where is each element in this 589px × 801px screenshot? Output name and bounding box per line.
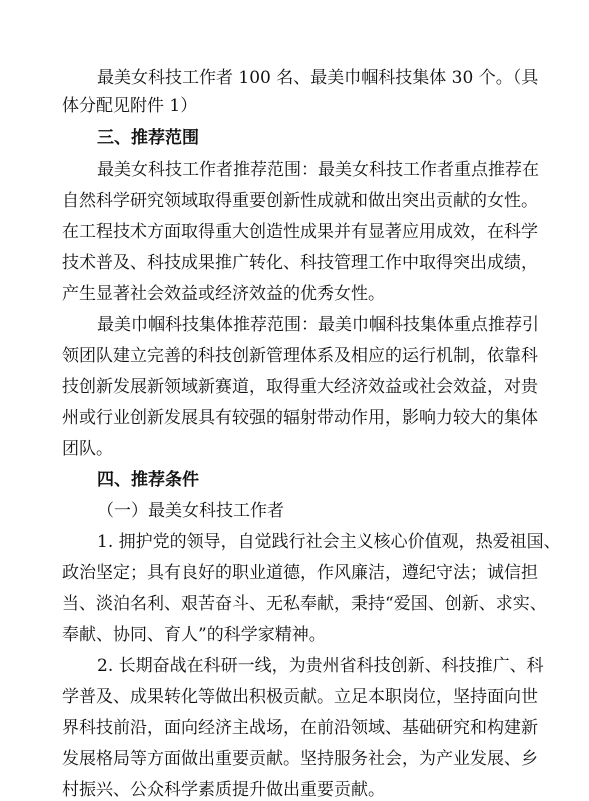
paragraph-line: 州或行业创新发展具有较强的辐射带动作用，影响力较大的集体 [62,408,538,428]
paragraph-line: 发展格局等方面做出重要贡献。坚持服务社会，为产业发展、乡 [62,749,538,769]
paragraph-line: 技术普及、科技成果推广转化、科技管理工作中取得突出成绩， [62,253,538,273]
paragraph-line: 产生显著社会效益或经济效益的优秀女性。 [62,284,385,304]
paragraph-line: 团队。 [62,439,113,459]
paragraph-line: 领团队建立完善的科技创新管理体系及相应的运行机制，依靠科 [62,346,538,366]
paragraph-line: 当、淡泊名利、艰苦奋斗、无私奉献，秉持“爱国、创新、求实、 [62,594,547,614]
paragraph-line: 在工程技术方面取得重大创造性成果并有显著应用成效，在科学 [62,222,538,242]
section-heading: 三、推荐范围 [97,128,199,148]
paragraph-line: 政治坚定；具有良好的职业道德，作风廉洁，遵纪守法；诚信担 [62,563,538,583]
paragraph-line: 界科技前沿，面向经济主战场，在前沿领域、基础研究和构建新 [62,718,538,738]
paragraph-line: 体分配见附件 1） [62,96,198,116]
paragraph-line: 最美女科技工作者推荐范围：最美女科技工作者重点推荐在 [97,160,539,180]
paragraph-line: 学普及、成果转化等做出积极贡献。立足本职岗位，坚持面向世 [62,687,538,707]
paragraph-line: 最美巾帼科技集体推荐范围：最美巾帼科技集体重点推荐引 [97,315,539,335]
paragraph-line: 自然科学研究领域取得重要创新性成就和做出突出贡献的女性。 [62,191,538,211]
paragraph-line: 1. 拥护党的领导，自觉践行社会主义核心价值观，热爱祖国、 [97,532,561,552]
paragraph-line: 最美女科技工作者 100 名、最美巾帼科技集体 30 个。（具 [97,68,539,88]
paragraph-line: 2. 长期奋战在科研一线，为贵州省科技创新、科技推广、科 [97,656,544,676]
paragraph-line: 村振兴、公众科学素质提升做出重要贡献。 [62,780,385,800]
section-heading: 四、推荐条件 [97,470,199,490]
subsection-heading: （一）最美女科技工作者 [97,501,284,521]
paragraph-line: 技创新发展新领域新赛道，取得重大经济效益或社会效益，对贵 [62,377,538,397]
paragraph-line: 奉献、协同、育人”的科学家精神。 [62,625,326,645]
